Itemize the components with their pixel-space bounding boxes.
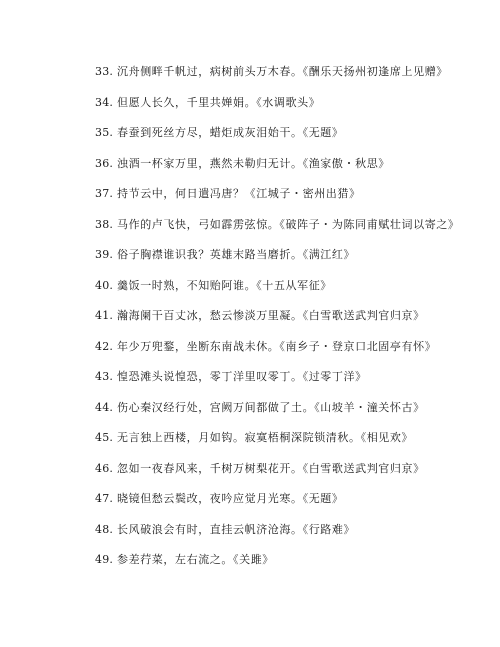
item-number: 36. <box>95 156 114 170</box>
item-number: 45. <box>95 431 114 444</box>
item-number: 44. <box>95 400 114 414</box>
item-number: 39. <box>95 248 114 261</box>
item-text: 沉舟侧畔千帆过，病树前头万木春。《酬乐天扬州初逢席上见赠》 <box>117 65 448 78</box>
item-text: 但愿人长久，千里共婵娟。《水调歌头》 <box>117 95 321 109</box>
item-text: 忽如一夜春风来，千树万树梨花开。《白雪歌送武判官归京》 <box>117 461 425 475</box>
list-item <box>95 520 485 551</box>
item-number: 42. <box>95 339 114 353</box>
list-item <box>95 184 485 215</box>
item-number: 41. <box>95 309 114 322</box>
list-item <box>95 489 485 520</box>
list-item <box>95 215 485 246</box>
item-number: 43. <box>95 370 114 383</box>
item-number: 48. <box>95 522 114 536</box>
list-item <box>95 62 485 93</box>
list-item <box>95 123 485 154</box>
item-text: 参差荇菜，左右流之。《关雎》 <box>117 553 274 566</box>
item-text: 羹饭一时熟，不知贻阿谁。《十五从军征》 <box>117 278 332 292</box>
item-text: 年少万兜鍪，坐断东南战未休。《南乡子・登京口北固亭有怀》 <box>117 339 437 353</box>
list-item <box>95 367 485 398</box>
item-number: 46. <box>95 461 114 475</box>
item-number: 34. <box>95 95 114 109</box>
item-text: 浊酒一杯家万里，燕然未勒归无计。《渔家傲・秋思》 <box>117 156 390 170</box>
list-item <box>95 154 485 185</box>
item-text: 瀚海阑干百丈冰，愁云惨淡万里凝。《白雪歌送武判官归京》 <box>117 309 425 322</box>
item-text: 持节云中，何日遣冯唐？《江城子・密州出猎》 <box>117 187 361 200</box>
list-item <box>95 93 485 124</box>
list-item <box>95 550 485 581</box>
item-text: 长风破浪会有时，直挂云帆济沧海。《行路难》 <box>117 522 356 536</box>
list-item <box>95 306 485 337</box>
item-text: 春蚕到死丝方尽，蜡炬成灰泪始干。《无题》 <box>117 126 344 139</box>
item-text: 伤心秦汉经行处，宫阙万间都做了土。《山坡羊・潼关怀古》 <box>117 400 425 414</box>
item-number: 47. <box>95 492 114 505</box>
list-item <box>95 398 485 429</box>
item-number: 33. <box>95 65 114 78</box>
item-number: 40. <box>95 278 114 292</box>
item-text: 俗子胸襟谁识我？英雄末路当磨折。《满江红》 <box>117 248 356 261</box>
poem-quote-list <box>95 62 485 581</box>
list-item <box>95 245 485 276</box>
item-text: 马作的卢飞快，弓如霹雳弦惊。《破阵子・为陈同甫赋壮词以寄之》 <box>117 217 460 231</box>
item-number: 38. <box>95 217 114 231</box>
list-item <box>95 276 485 307</box>
item-text: 无言独上西楼，月如钩。寂寞梧桐深院锁清秋。《相见欢》 <box>117 431 414 444</box>
item-number: 49. <box>95 553 114 566</box>
item-number: 35. <box>95 126 114 139</box>
list-item <box>95 428 485 459</box>
item-text: 晓镜但愁云鬓改，夜吟应觉月光寒。《无题》 <box>117 492 344 505</box>
list-item <box>95 459 485 490</box>
item-text: 惶恐滩头说惶恐，零丁洋里叹零丁。《过零丁洋》 <box>117 370 367 383</box>
list-item <box>95 337 485 368</box>
item-number: 37. <box>95 187 114 200</box>
